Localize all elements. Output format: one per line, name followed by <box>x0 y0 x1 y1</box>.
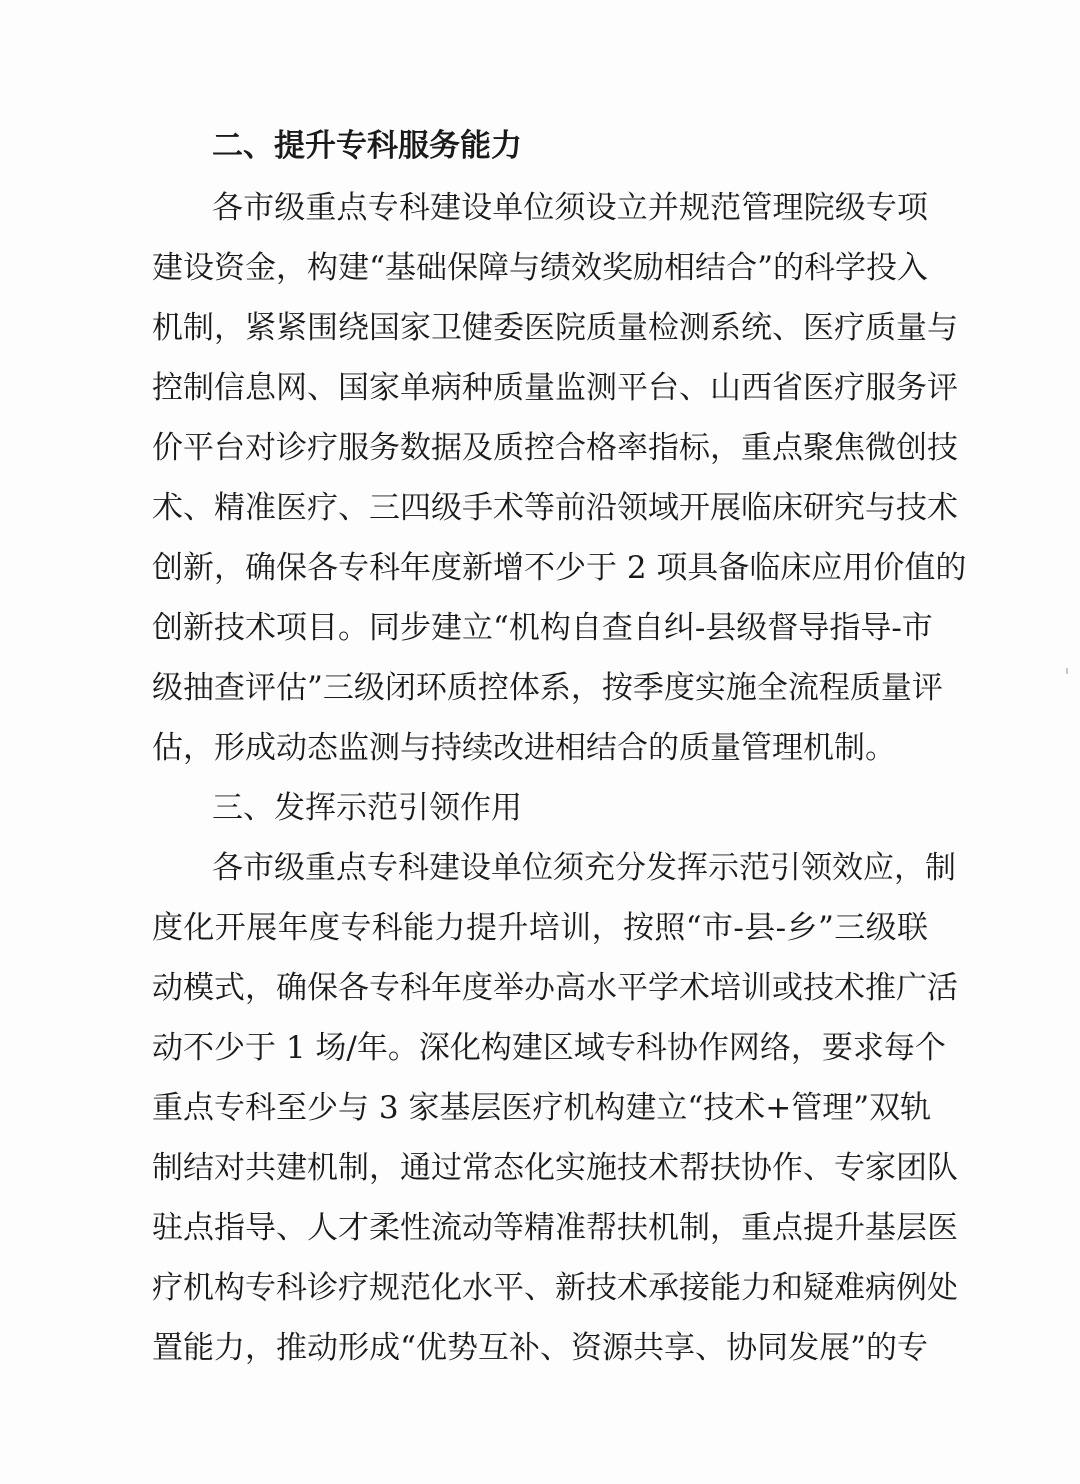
section-3-line-6: 制结对共建机制，通过常态化实施技术帮扶协作、专家团队 <box>152 1150 958 1186</box>
section-2-line-5: 价平台对诊疗服务数据及质控合格率指标，重点聚焦微创技 <box>152 430 958 466</box>
section-2-line-4: 控制信息网、国家单病种质量监测平台、山西省医疗服务评 <box>152 370 958 406</box>
section-2-heading: 二、提升专科服务能力 <box>212 128 522 164</box>
section-2-line-3: 机制，紧紧围绕国家卫健委医院质量检测系统、医疗质量与 <box>152 310 958 346</box>
section-3-line-2: 度化开展年度专科能力提升培训，按照“市-县-乡”三级联 <box>152 910 928 946</box>
section-3-line-8: 疗机构专科诊疗规范化水平、新技术承接能力和疑难病例处 <box>152 1270 958 1306</box>
section-3-line-1: 各市级重点专科建设单位须充分发挥示范引领效应，制 <box>212 850 956 886</box>
section-2-line-10: 估，形成动态监测与持续改进相结合的质量管理机制。 <box>152 730 896 766</box>
section-3-line-9: 置能力，推动形成“优势互补、资源共享、协同发展”的专 <box>152 1330 928 1366</box>
section-3-line-7: 驻点指导、人才柔性流动等精准帮扶机制，重点提升基层医 <box>152 1210 958 1246</box>
section-3-line-4: 动不少于 1 场/年。深化构建区域专科协作网络，要求每个 <box>152 1030 946 1066</box>
section-2-line-9: 级抽查评估”三级闭环质控体系，按季度实施全流程质量评 <box>152 670 943 706</box>
section-3-line-3: 动模式，确保各专科年度举办高水平学术培训或技术推广活 <box>152 970 958 1006</box>
section-2-line-1: 各市级重点专科建设单位须设立并规范管理院级专项 <box>212 190 928 226</box>
section-3-line-5: 重点专科至少与 3 家基层医疗机构建立“技术+管理”双轨 <box>152 1090 932 1126</box>
section-3-heading: 三、发挥示范引领作用 <box>212 790 522 826</box>
section-2-line-6: 术、精准医疗、三四级手术等前沿领域开展临床研究与技术 <box>152 490 958 526</box>
section-2-line-8: 创新技术项目。同步建立“机构自查自纠-县级督导指导-市 <box>152 610 933 646</box>
section-2-line-7: 创新，确保各专科年度新增不少于 2 项具备临床应用价值的 <box>152 550 967 586</box>
section-2-line-2: 建设资金，构建“基础保障与绩效奖励相结合”的科学投入 <box>152 250 928 286</box>
scan-margin-mark <box>1066 668 1068 674</box>
